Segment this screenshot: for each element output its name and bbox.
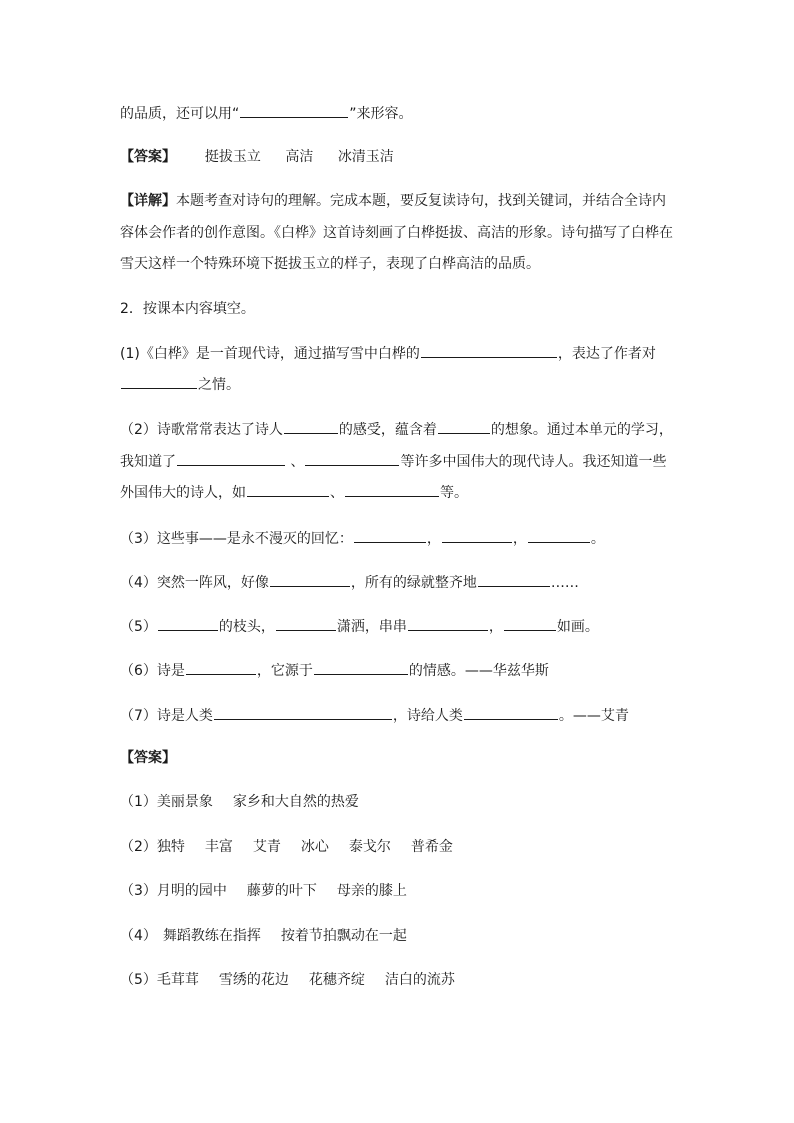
answer-2-row-4: [120, 926, 407, 946]
text: （6）诗是: [120, 663, 185, 679]
text: 、: [330, 485, 344, 501]
answer-item: 花穗齐绽: [308, 972, 365, 988]
text: （2）诗歌常常表达了诗人: [120, 422, 283, 438]
text: ，: [488, 619, 503, 635]
text: （4）突然一阵风，好像: [120, 575, 269, 591]
q2-item-1: [120, 342, 656, 364]
blank: [504, 615, 556, 631]
text: 雪天这样一个特殊环境下挺拔玉立的样子，表现了白桦高洁的品质。: [120, 256, 540, 272]
text: （7）诗是人类: [120, 708, 213, 724]
answer-2-row-1: [120, 792, 359, 812]
blank: [478, 571, 550, 587]
answer-item: 母亲的膝上: [336, 883, 407, 899]
answer-1-line: [120, 147, 394, 167]
blank: [247, 481, 329, 497]
answer-item: 丰富: [204, 839, 233, 855]
q2-item-2: [120, 418, 673, 440]
text: 我知道了: [120, 454, 176, 470]
text: 外国伟大的诗人，如: [120, 485, 246, 501]
text: 潇洒，串串: [336, 619, 407, 635]
text: 2．按课本内容填空。: [120, 301, 255, 317]
q2-item-3: [120, 527, 605, 549]
text: 、: [290, 454, 305, 470]
text: （3）: [120, 883, 157, 899]
text: （5）: [120, 619, 157, 635]
blank: [528, 527, 590, 543]
answer-2-row-3: [120, 881, 407, 901]
answer-item: 家乡和大自然的热爱: [232, 794, 359, 810]
answer-item: 冰清玉洁: [337, 149, 394, 165]
answer-item: 挺拔玉立: [204, 149, 261, 165]
q2-item-2-cont2: [120, 481, 468, 503]
q2-item-1-cont: [120, 373, 240, 395]
answer-label: 【答案】: [120, 149, 176, 165]
text: 如画。: [556, 619, 599, 635]
detail-line-3: [120, 254, 540, 274]
blank: [464, 704, 558, 720]
blank: [240, 102, 348, 118]
answer-item: 雪绣的花边: [218, 972, 289, 988]
q1-tail-line: [120, 102, 413, 124]
answer-item: 普希金: [410, 839, 453, 855]
text: 等许多中国伟大的现代诗人。我还知道一些: [400, 454, 667, 470]
blank: [314, 659, 408, 675]
answer-item: 高洁: [285, 149, 314, 165]
text: ，表达了作者对: [557, 346, 656, 362]
q2-item-7: [120, 704, 629, 726]
answer-item: 洁白的流苏: [384, 972, 455, 988]
blank: [121, 373, 197, 389]
detail-label: 【详解】: [120, 193, 176, 209]
q2-item-6: [120, 659, 549, 681]
detail-line-2: [120, 223, 673, 243]
text: (1)《白桦》是一首现代诗，通过描写雪中白桦的: [120, 346, 420, 362]
text: ，诗给人类: [392, 708, 463, 724]
text: 。: [590, 531, 605, 547]
q2-item-2-cont: [120, 450, 666, 472]
blank: [270, 571, 350, 587]
blank: [421, 342, 557, 358]
text: ，它源于: [256, 663, 313, 679]
text: ，: [426, 531, 441, 547]
blank: [354, 527, 426, 543]
answer-item: 月明的园中: [156, 883, 227, 899]
text: ”来形容。: [349, 106, 413, 122]
text: ，: [512, 531, 527, 547]
blank: [177, 450, 285, 466]
text: （2）: [120, 839, 157, 855]
text: （1）: [120, 794, 157, 810]
answer-item: 艾青: [252, 839, 281, 855]
text: 的想象。通过本单元的学习，: [490, 422, 673, 438]
answer-item: 冰心: [300, 839, 329, 855]
question-2-title: [120, 299, 255, 319]
blank: [442, 527, 512, 543]
answer-item: 美丽景象: [156, 794, 213, 810]
text: （5）: [120, 972, 157, 988]
blank: [345, 481, 439, 497]
blank: [214, 704, 392, 720]
text: （3）这些事——是永不漫灭的回忆：: [120, 531, 353, 547]
detail-line-1: [120, 191, 666, 211]
blank: [186, 659, 256, 675]
blank: [305, 450, 399, 466]
blank: [438, 418, 490, 434]
answer-item: 舞蹈教练在指挥: [162, 928, 261, 944]
text: 的情感。——华兹华斯: [408, 663, 549, 679]
blank: [284, 418, 338, 434]
text: ，所有的绿就整齐地: [350, 575, 477, 591]
text: （4）: [120, 928, 157, 944]
q2-item-4: [120, 571, 579, 593]
answer-item: 藤萝的叶下: [246, 883, 317, 899]
answer-label: 【答案】: [120, 750, 176, 766]
answer-item: 独特: [156, 839, 185, 855]
answer-item: 毛茸茸: [156, 972, 199, 988]
text: ……: [550, 575, 579, 591]
q2-item-5: [120, 615, 599, 637]
text: 容体会作者的创作意图。《白桦》这首诗刻画了白桦挺拔、高洁的形象。诗句描写了白桦在: [120, 225, 673, 241]
blank: [158, 615, 218, 631]
text: 之情。: [198, 377, 240, 393]
answer-2-label-line: [120, 748, 176, 768]
answer-2-row-5: [120, 970, 455, 990]
text: 等。: [440, 485, 468, 501]
text: 。——艾青: [558, 708, 629, 724]
text: 的品质，还可以用“: [120, 106, 240, 122]
answer-item: 泰戈尔: [348, 839, 391, 855]
text: 的感受，蕴含着: [338, 422, 437, 438]
text: 的枝头，: [218, 619, 275, 635]
blank: [276, 615, 336, 631]
answer-2-row-2: [120, 837, 453, 857]
text: 本题考查对诗句的理解。完成本题，要反复读诗句，找到关键词，并结合全诗内: [176, 193, 666, 209]
answer-item: 按着节拍飘动在一起: [280, 928, 407, 944]
blank: [408, 615, 488, 631]
